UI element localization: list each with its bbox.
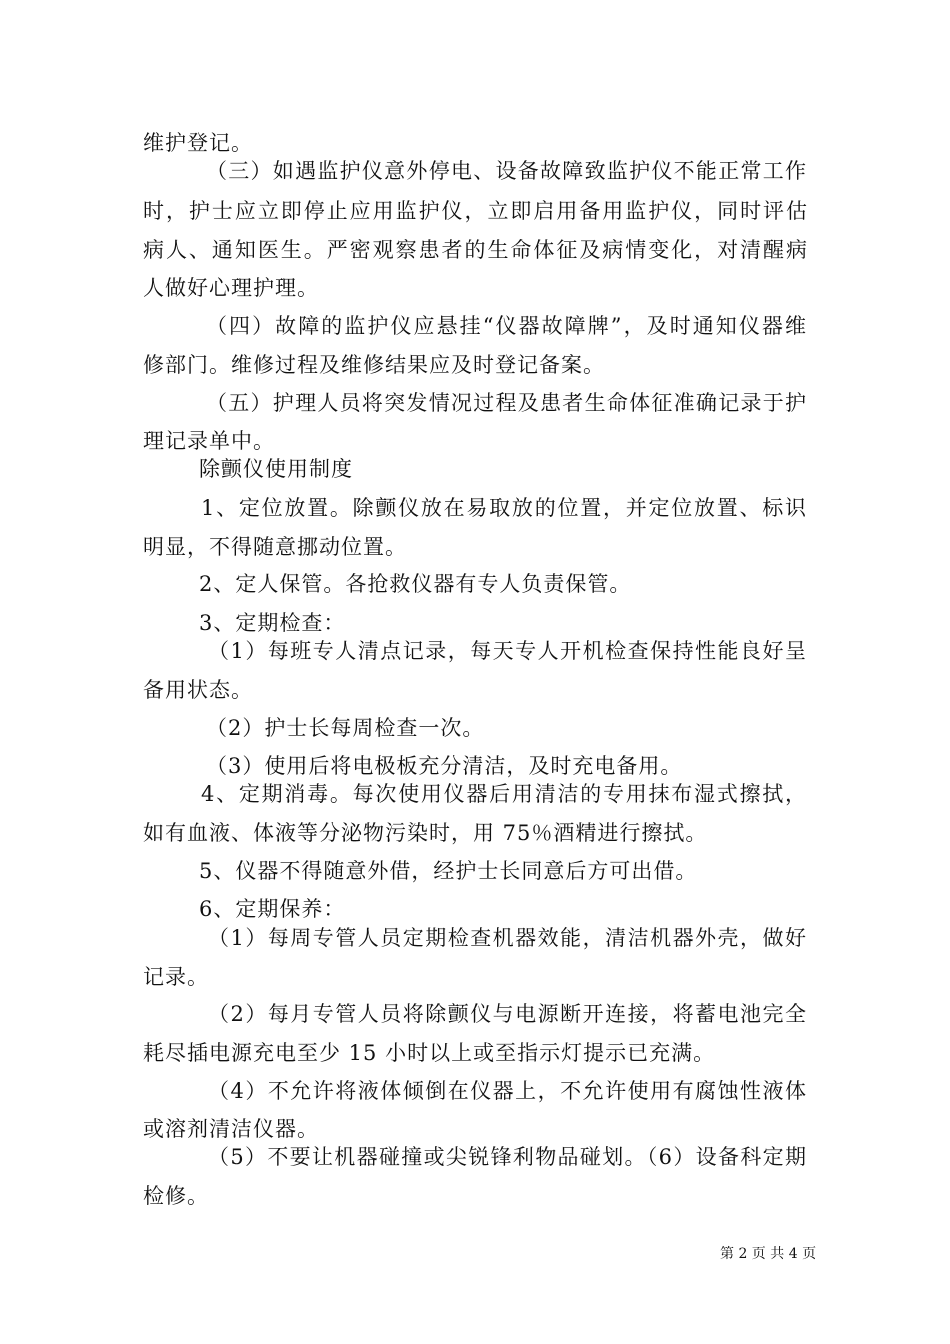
text-line: 4、定期消毒。每次使用仪器后用清洁的专用抹布湿式擦拭， <box>201 782 806 806</box>
text-line: 耗尽插电源充电至少 15 小时以上或至指示灯提示已充满。 <box>143 1041 716 1065</box>
text-line: （五）护理人员将突发情况过程及患者生命体征准确记录于护 <box>206 391 806 415</box>
text-line: 2、定人保管。各抢救仪器有专人负责保管。 <box>199 572 632 596</box>
text-line: 检修。 <box>143 1184 209 1208</box>
text-line: 1、定位放置。除颤仪放在易取放的位置，并定位放置、标识 <box>201 496 806 520</box>
text-line: 理记录单中。 <box>143 429 275 453</box>
text-line: 病人、通知医生。严密观察患者的生命体征及病情变化，对清醒病 <box>143 238 807 262</box>
text-line: （三）如遇监护仪意外停电、设备故障致监护仪不能正常工作 <box>206 159 806 183</box>
text-line: 3、定期检查： <box>199 611 346 635</box>
text-line: （四）故障的监护仪应悬挂“仪器故障牌”，及时通知仪器维 <box>206 314 806 338</box>
page-number-footer: 第 2 页 共 4 页 <box>720 1246 817 1262</box>
text-line: 或溶剂清洁仪器。 <box>143 1117 319 1141</box>
text-line: 记录。 <box>143 965 209 989</box>
text-line: （1）每班专人清点记录，每天专人开机检查保持性能良好呈 <box>208 639 806 663</box>
text-line: 6、定期保养： <box>199 897 346 921</box>
text-line: 修部门。维修过程及维修结果应及时登记备案。 <box>143 353 605 377</box>
text-line: （5）不要让机器碰撞或尖锐锋利物品碰划。（6）设备科定期 <box>208 1145 806 1169</box>
text-line: （2）每月专管人员将除颤仪与电源断开连接，将蓄电池完全 <box>208 1002 806 1026</box>
text-line: 人做好心理护理。 <box>143 276 319 300</box>
text-line: （1）每周专管人员定期检查机器效能，清洁机器外壳，做好 <box>208 926 806 950</box>
text-line: 时，护士应立即停止应用监护仪，立即启用备用监护仪，同时评估 <box>143 199 807 223</box>
text-line: （2）护士长每周检查一次。 <box>206 716 485 740</box>
text-line: 明显，不得随意挪动位置。 <box>143 535 407 559</box>
text-line: 维护登记。 <box>143 131 253 155</box>
text-line: 备用状态。 <box>143 678 253 702</box>
text-line: 5、仪器不得随意外借，经护士长同意后方可出借。 <box>199 859 698 883</box>
section-heading: 除颤仪使用制度 <box>199 457 353 481</box>
text-line: （3）使用后将电极板充分清洁，及时充电备用。 <box>206 754 683 778</box>
text-line: （4）不允许将液体倾倒在仪器上，不允许使用有腐蚀性液体 <box>208 1079 806 1103</box>
text-line: 如有血液、体液等分泌物污染时，用 75％酒精进行擦拭。 <box>143 821 708 845</box>
